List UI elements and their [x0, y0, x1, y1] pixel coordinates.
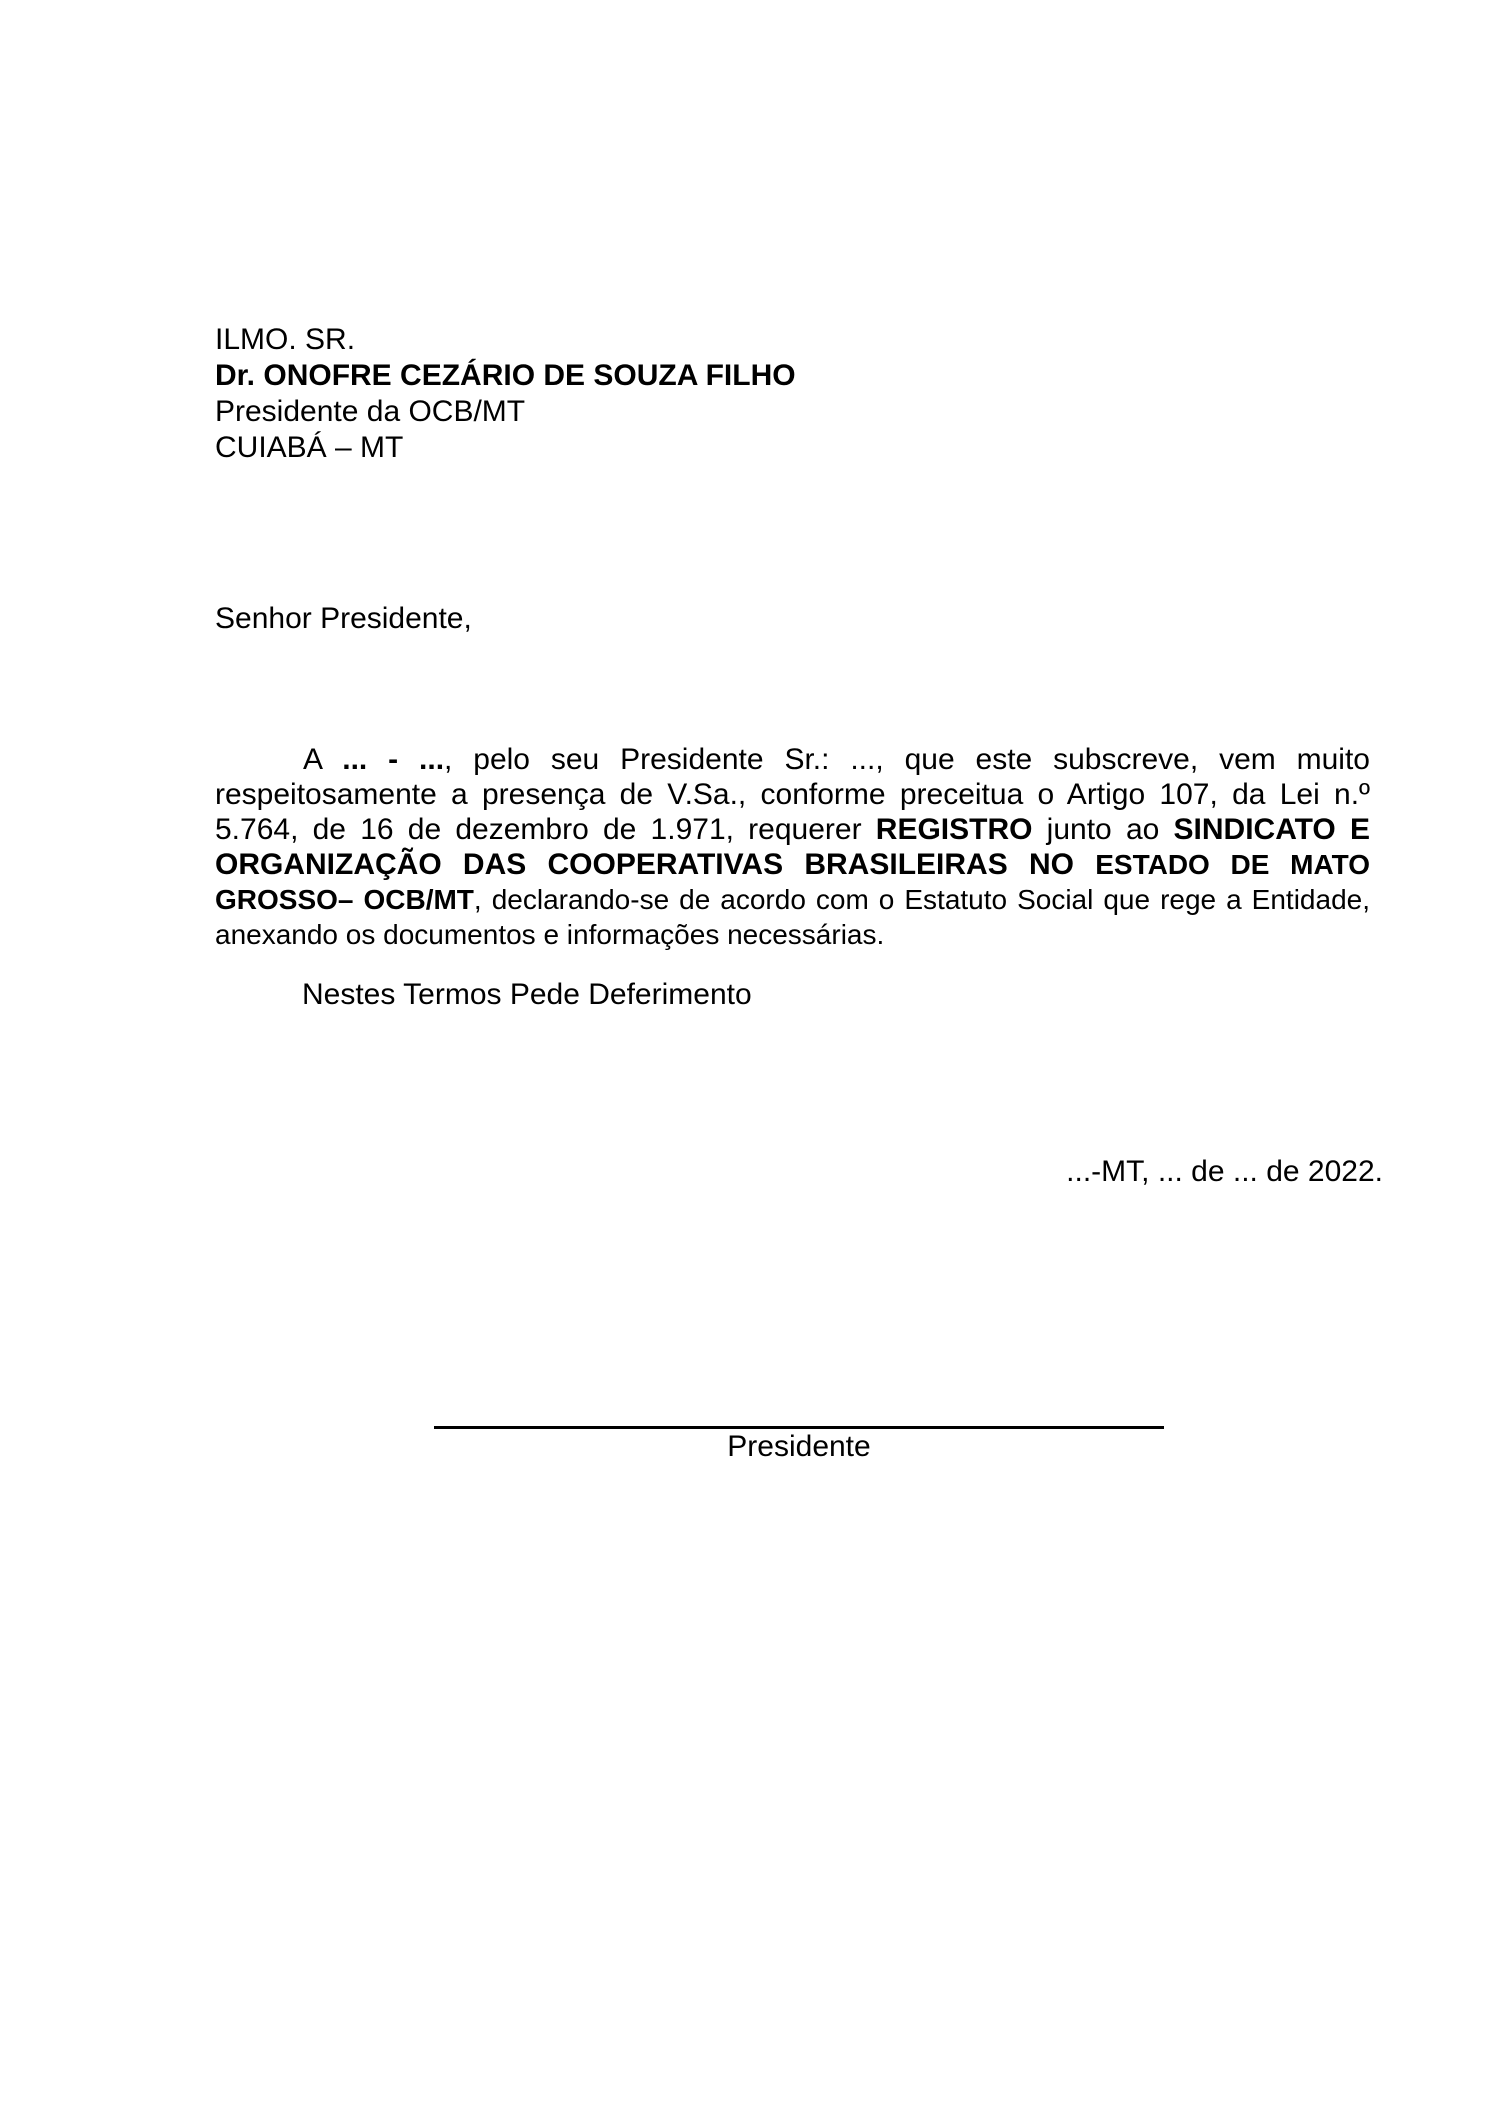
body-line — [215, 812, 1370, 847]
recipient-block — [215, 322, 796, 466]
signature-label: Presidente — [727, 1430, 871, 1463]
text-run: anexando os documentos e informações necessárias. — [215, 919, 885, 950]
body-paragraph — [215, 742, 1370, 952]
body-line — [215, 742, 1370, 777]
text-run: 5.764, de 16 de dezembro de 1.971, requerer — [215, 813, 876, 846]
text-run: , pelo seu Presidente Sr.: ..., que este subscreve, vem muito — [444, 743, 1370, 776]
recipient-name: Dr. ONOFRE CEZÁRIO DE SOUZA FILHO — [215, 359, 796, 392]
text-run: ... - ... — [342, 743, 445, 776]
salutation: Senhor Presidente, — [215, 602, 472, 635]
text-run: REGISTRO — [875, 813, 1033, 846]
body-line — [215, 917, 1370, 952]
recipient-city: CUIABÁ – MT — [215, 431, 404, 464]
recipient-title: Presidente da OCB/MT — [215, 395, 526, 428]
text-run: respeitosamente a presença de V.Sa., conforme preceitua o Artigo 107, da Lei n.º — [215, 778, 1370, 811]
text-run: SINDICATO E — [1173, 813, 1370, 846]
text-run: A — [303, 743, 343, 776]
signature-block — [434, 1426, 1164, 1465]
text-run: , declarando-se de acordo com o Estatuto Social que rege a Entidade, — [473, 884, 1370, 915]
recipient-honorific: ILMO. SR. — [215, 323, 356, 356]
body-line — [215, 777, 1370, 812]
body-line — [215, 847, 1370, 882]
text-run: GROSSO– OCB/MT — [215, 884, 474, 915]
text-run: ESTADO DE MATO — [1095, 849, 1370, 880]
date-line: ...-MT, ... de ... de 2022. — [1066, 1155, 1383, 1188]
body-line — [215, 882, 1370, 917]
closing-line: Nestes Termos Pede Deferimento — [302, 978, 752, 1011]
text-run: ORGANIZAÇÃO DAS COOPERATIVAS BRASILEIRAS NO — [215, 848, 1096, 881]
text-run: junto ao — [1032, 813, 1174, 846]
